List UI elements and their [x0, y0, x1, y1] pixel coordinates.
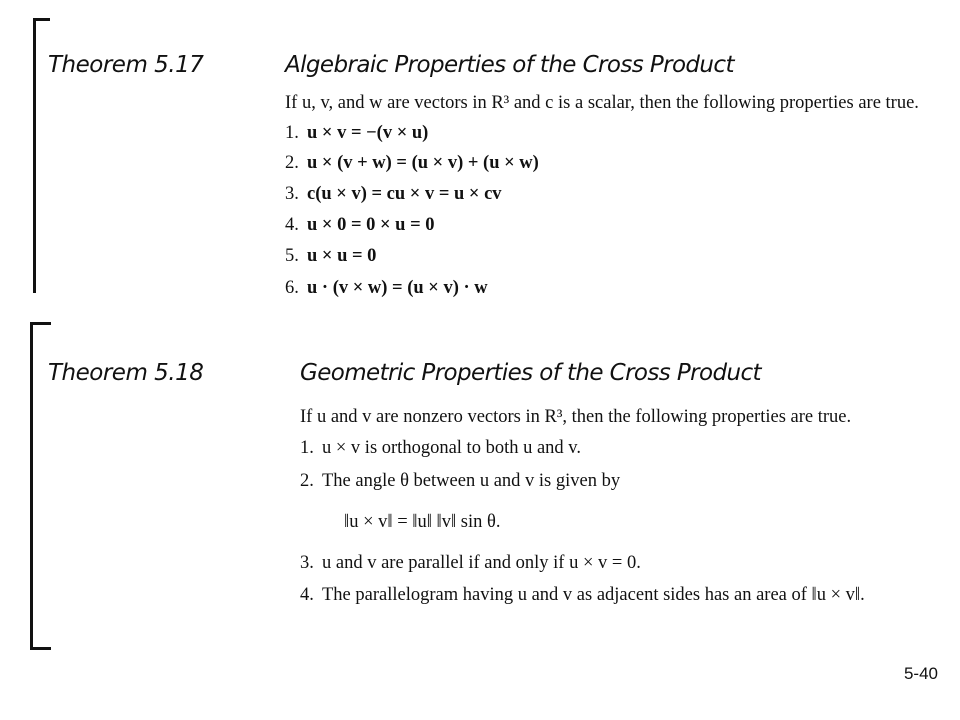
- item-text: u and v are parallel if and only if u × v = 0.: [322, 553, 641, 573]
- item-number: 4.: [285, 215, 299, 235]
- theorem-517-item-4: [285, 215, 435, 236]
- theorem-517-item-6: [285, 278, 488, 299]
- item-text: u × (v + w) = (u × v) + (u × w): [307, 153, 539, 173]
- theorem-518-formula: [344, 512, 500, 533]
- slide-number: 5-40: [903, 664, 938, 683]
- theorem-517-item-5: [285, 246, 376, 267]
- item-text: c(u × v) = cu × v = u × cv: [307, 184, 502, 204]
- item-number: 2.: [300, 471, 314, 491]
- theorem-518-item-2: [300, 471, 620, 492]
- item-text: u · (v × w) = (u × v) · w: [307, 278, 488, 298]
- item-number: 4.: [300, 585, 314, 605]
- item-number: 6.: [285, 278, 299, 298]
- theorem-518-item-4: [300, 585, 865, 606]
- theorem-518-number: Theorem 5.18: [48, 360, 204, 386]
- item-text: u × v is orthogonal to both u and v.: [322, 438, 581, 458]
- item-text: The parallelogram having u and v as adjacent sides has an area of ‖u × v‖.: [322, 585, 865, 605]
- theorem-517-title: Algebraic Properties of the Cross Product: [285, 52, 734, 78]
- theorem-518-item-3: [300, 553, 641, 574]
- theorem-518-intro: If u and v are nonzero vectors in R³, then the following properties are true.: [300, 407, 852, 427]
- theorem-517-number: Theorem 5.17: [48, 52, 204, 78]
- theorem-517-item-2: [285, 153, 539, 174]
- item-number: 1.: [300, 438, 314, 458]
- theorem-518-item-1: [300, 438, 581, 459]
- item-number: 3.: [300, 553, 314, 573]
- item-number: 5.: [285, 246, 299, 266]
- theorem-518-title: Geometric Properties of the Cross Product: [300, 360, 761, 386]
- formula-text: ‖u × v‖ = ‖u‖ ‖v‖ sin θ.: [344, 512, 501, 532]
- item-number: 1.: [285, 123, 299, 143]
- item-number: 3.: [285, 184, 299, 204]
- theorem-517-intro: If u, v, and w are vectors in R³ and c is a scalar, then the following properties are true.: [285, 93, 919, 113]
- item-text: The angle θ between u and v is given by: [322, 471, 621, 491]
- theorem-517-item-3: [285, 184, 502, 205]
- theorem-517-item-1: [285, 123, 428, 144]
- item-text: u × v = −(v × u): [307, 123, 429, 143]
- item-text: u × 0 = 0 × u = 0: [307, 215, 435, 235]
- item-number: 2.: [285, 153, 299, 173]
- item-text: u × u = 0: [307, 246, 377, 266]
